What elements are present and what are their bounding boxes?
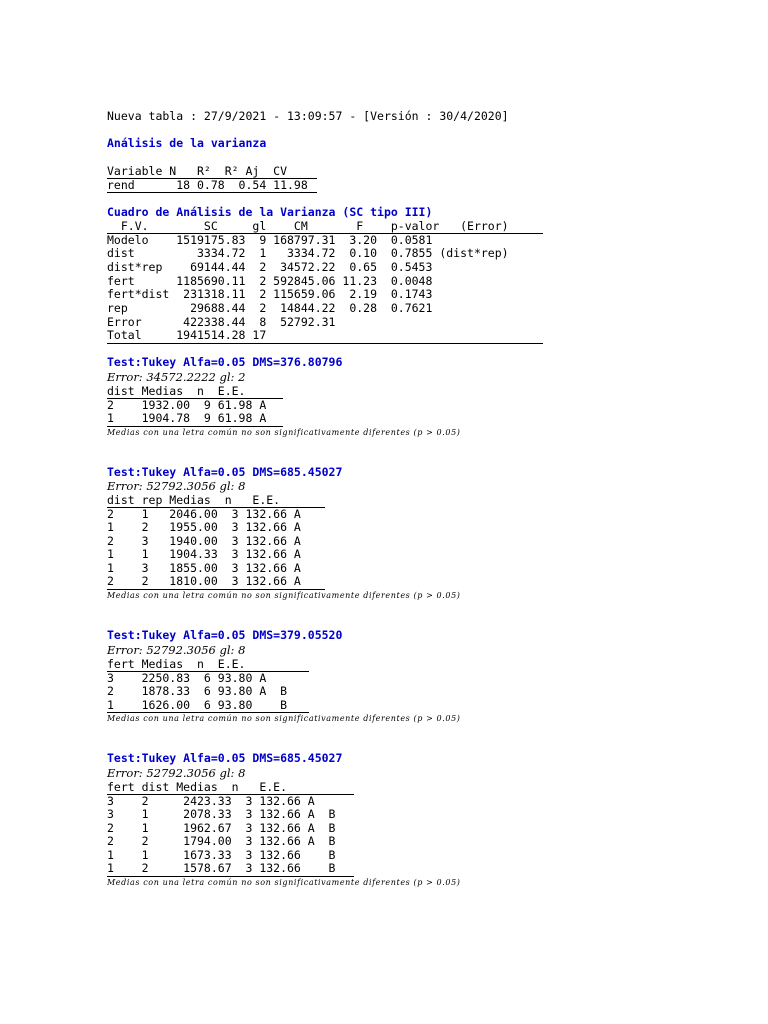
test-bottom-rule [107,712,309,713]
test-header: dist Medias n E.E. [107,384,260,398]
test-bottom-rule [107,426,283,427]
cuadro-row: Error 422338.44 8 52792.31 [107,315,336,329]
test-header: dist rep Medias n E.E. [107,493,294,507]
test-header: fert dist Medias n E.E. [107,780,322,794]
cuadro-row: fert 1185690.11 2 592845.06 11.23 0.0048 [107,274,433,288]
summary-header: Variable N R² R² Aj CV [107,164,301,178]
test-row: 1 2 1578.67 3 132.66 B [107,861,336,875]
test-row: 2 2 1810.00 3 132.66 A [107,574,301,588]
test-title: Test:Tukey Alfa=0.05 DMS=376.80796 [107,355,343,369]
test-title: Test:Tukey Alfa=0.05 DMS=379.05520 [107,628,343,642]
test-title: Test:Tukey Alfa=0.05 DMS=685.45027 [107,465,343,479]
test-row: 2 1 1962.67 3 132.66 A B [107,821,336,835]
test-row: 1 1 1904.33 3 132.66 A [107,547,301,561]
cuadro-bottom-rule [107,343,543,344]
test-row: 2 2 1794.00 3 132.66 A B [107,834,336,848]
footnote: Medias con una letra común no son significativamente diferentes (p > 0.05) [107,878,461,887]
test-bottom-rule [107,589,325,590]
test-row: 2 1 2046.00 3 132.66 A [107,507,301,521]
test-bottom-rule [107,876,354,877]
summary-row: rend 18 0.78 0.54 11.98 [107,178,308,192]
test-title: Test:Tukey Alfa=0.05 DMS=685.45027 [107,751,343,765]
cuadro-row: dist 3334.72 1 3334.72 0.10 0.7855 (dist*rep) [107,246,509,260]
report-header: Nueva tabla : 27/9/2021 - 13:09:57 - [Versión : 30/4/2020] [107,109,509,123]
test-row: 2 3 1940.00 3 132.66 A [107,534,301,548]
test-row: 1 1904.78 9 61.98 A [107,411,267,425]
test-row: 3 2250.83 6 93.80 A [107,671,288,685]
test-row: 1 3 1855.00 3 132.66 A [107,561,301,575]
test-row: 3 1 2078.33 3 132.66 A B [107,807,336,821]
footnote: Medias con una letra común no son significativamente diferentes (p > 0.05) [107,714,461,723]
test-row: 1 2 1955.00 3 132.66 A [107,520,301,534]
test-error: Error: 34572.2222 gl: 2 [107,370,246,384]
summary-bottom-rule [107,192,317,193]
cuadro-title: Cuadro de Análisis de la Varianza (SC tipo III) [107,205,433,219]
test-error: Error: 52792.3056 gl: 8 [107,643,246,657]
footnote: Medias con una letra común no son significativamente diferentes (p > 0.05) [107,428,461,437]
footnote: Medias con una letra común no son significativamente diferentes (p > 0.05) [107,591,461,600]
test-row: 3 2 2423.33 3 132.66 A [107,794,336,808]
test-row: 2 1878.33 6 93.80 A B [107,684,288,698]
test-error: Error: 52792.3056 gl: 8 [107,766,246,780]
test-row: 1 1626.00 6 93.80 B [107,698,288,712]
cuadro-row: Modelo 1519175.83 9 168797.31 3.20 0.0581 [107,233,433,247]
cuadro-row: Total 1941514.28 17 [107,328,267,342]
test-header: fert Medias n E.E. [107,657,281,671]
test-row: 1 1 1673.33 3 132.66 B [107,848,336,862]
cuadro-row: rep 29688.44 2 14844.22 0.28 0.7621 [107,301,433,315]
test-error: Error: 52792.3056 gl: 8 [107,479,246,493]
anova-title: Análisis de la varianza [107,136,267,150]
test-row: 2 1932.00 9 61.98 A [107,398,267,412]
cuadro-row: fert*dist 231318.11 2 115659.06 2.19 0.1743 [107,287,433,301]
cuadro-row: dist*rep 69144.44 2 34572.22 0.65 0.5453 [107,260,433,274]
cuadro-header: F.V. SC gl CM F p-valor (Error) [107,219,530,233]
